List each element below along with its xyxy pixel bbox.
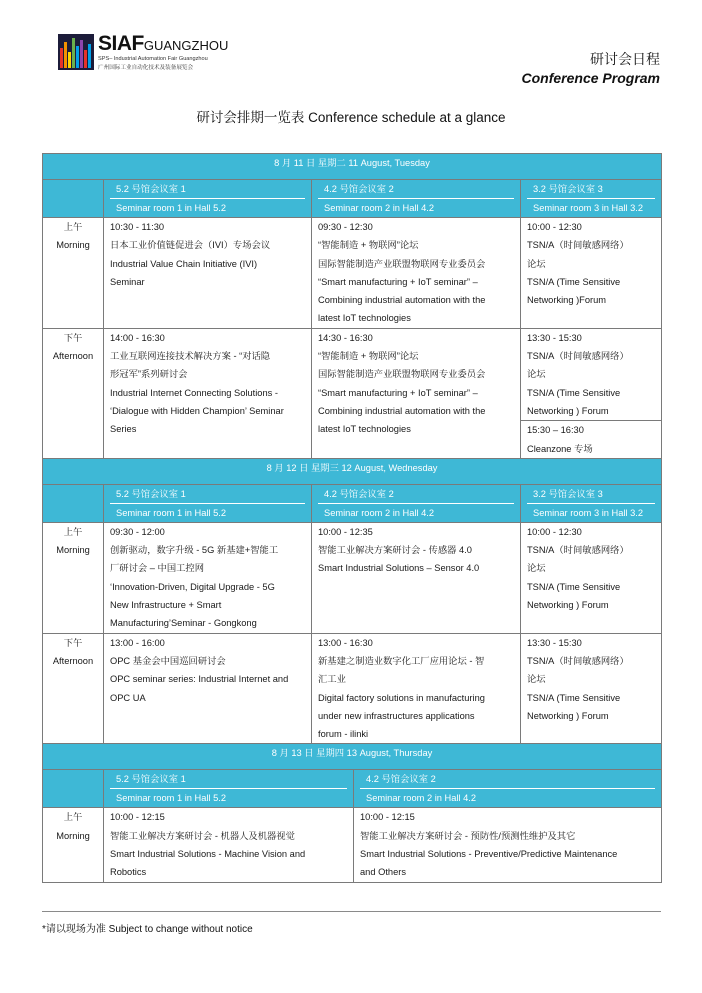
- siaf-logo-mark: [58, 34, 94, 70]
- session-cell: [521, 633, 662, 744]
- room-name-cn: 4.2 号馆会议室 2: [324, 184, 394, 194]
- session: 13:30 - 15:30 TSN/A（时间敏感网络） 论坛 TSN/A (Time Sensitive Networking ) Forum: [527, 637, 629, 721]
- logo-subtitle-en: SPS– Industrial Automation Fair Guangzhou: [98, 56, 208, 62]
- day-header: 8 月 11 日 星期二 11 August, Tuesday: [43, 154, 662, 180]
- session: 14:30 - 16:30 “智能制造 + 物联网”论坛 国际智能制造产业联盟物联网专业委员会 “Smart manufacturing + IoT seminar” – Combining industrial automation with the latest IoT technologies: [318, 332, 486, 435]
- footnote: *请以现场为准 Subject to change without notice: [42, 924, 253, 935]
- room-header-spacer: [43, 484, 104, 522]
- room-name-cn: 5.2 号馆会议室 1: [116, 184, 186, 194]
- table-row: [43, 808, 662, 882]
- room-name-cn: 4.2 号馆会议室 2: [366, 774, 436, 785]
- session-cell: [312, 522, 521, 633]
- session-cell: [104, 328, 312, 458]
- room-name-en: Seminar room 2 in Hall 4.2: [360, 788, 655, 807]
- page-title: 研讨会排期一览表 Conference schedule at a glance: [196, 110, 506, 125]
- session: 15:30 – 16:30 Cleanzone 专场: [521, 420, 661, 458]
- header-right: [522, 50, 660, 88]
- room-header: [354, 770, 662, 808]
- session: 10:00 - 12:30 TSN/A（时间敏感网络） 论坛 TSN/A (Time Sensitive Networking ) Forum: [527, 526, 629, 611]
- table-row: [43, 522, 662, 633]
- session: 13:00 - 16:30 新基建之制造业数字化工厂应用论坛 - 智 汇工业 Digital factory solutions in manufacturing under new infrastructures applications forum - ilinki: [318, 637, 485, 740]
- room-name-en: Seminar room 1 in Hall 5.2: [110, 503, 305, 522]
- time-slot-label: 上午 Morning: [43, 522, 104, 633]
- table-row: [43, 328, 662, 458]
- session: 13:00 - 16:00 OPC 基金会中国巡回研讨会 OPC seminar series: Industrial Internet and OPC UA: [110, 637, 289, 703]
- logo-wordmark: SIAFGUANGZHOU: [98, 32, 229, 55]
- session-cell: [521, 328, 662, 458]
- room-header-spacer: [43, 770, 104, 808]
- room-header: [312, 180, 521, 218]
- room-header: [104, 770, 354, 808]
- room-header: [104, 484, 312, 522]
- header-title-cn: 研讨会日程: [590, 51, 660, 67]
- room-header: [312, 484, 521, 522]
- room-header: [521, 180, 662, 218]
- room-name-en: Seminar room 1 in Hall 5.2: [110, 788, 347, 807]
- room-name-cn: 5.2 号馆会议室 1: [116, 774, 186, 785]
- footer-divider: [42, 911, 661, 912]
- time-slot-label: 上午 Morning: [43, 218, 104, 329]
- session: 09:30 - 12:30 “智能制造 + 物联网”论坛 国际智能制造产业联盟物联网专业委员会 “Smart manufacturing + IoT seminar” – Combining industrial automation with the latest IoT technologies: [318, 222, 486, 324]
- session: 10:00 - 12:35 智能工业解决方案研讨会 - 传感器 4.0 Smart Industrial Solutions – Sensor 4.0: [318, 526, 480, 574]
- session-cell: [104, 522, 312, 633]
- room-header: [104, 180, 312, 218]
- session-cell: [104, 218, 312, 329]
- room-name-cn: 3.2 号馆会议室 3: [533, 488, 603, 499]
- session: 10:30 - 11:30 日本工业价值链促进会（IVI）专场会议 Industrial Value Chain Initiative (IVI) Seminar: [110, 222, 271, 287]
- room-name-en: Seminar room 1 in Hall 5.2: [110, 198, 305, 217]
- room-name-cn: 4.2 号馆会议室 2: [324, 488, 394, 499]
- session-cell: [312, 328, 521, 458]
- time-slot-label: 下午 Afternoon: [43, 633, 104, 744]
- day-header: 8 月 12 日 星期三 12 August, Wednesday: [43, 458, 662, 484]
- table-row: [43, 633, 662, 744]
- room-header-spacer: [43, 180, 104, 218]
- session: 13:30 - 15:30 TSN/A（时间敏感网络） 论坛 TSN/A (Time Sensitive Networking ) Forum: [527, 332, 629, 416]
- session-cell: [354, 808, 662, 882]
- session: 10:00 - 12:15 智能工业解决方案研讨会 - 预防性/预测性维护及其它 Smart Industrial Solutions - Preventive/Predictive Maintenance and Others: [360, 812, 618, 878]
- session: 10:00 - 12:30 TSN/A（时间敏感网络） 论坛 TSN/A (Time Sensitive Networking )Forum: [527, 222, 629, 306]
- table-row: [43, 218, 662, 329]
- session-cell: [312, 218, 521, 329]
- time-slot-label: 下午 Afternoon: [43, 328, 104, 458]
- siaf-logo: [58, 30, 258, 78]
- room-name-cn: 5.2 号馆会议室 1: [116, 488, 186, 499]
- room-name-en: Seminar room 2 in Hall 4.2: [318, 198, 514, 217]
- time-slot-label: 上午 Morning: [43, 808, 104, 882]
- room-name-cn: 3.2 号馆会议室 3: [533, 184, 603, 194]
- session-cell: [521, 522, 662, 633]
- session-cell: [521, 218, 662, 329]
- header-title-en: Conference Program: [521, 70, 660, 86]
- room-header: [521, 484, 662, 522]
- logo-subtitle-cn: 广州国际工业自动化技术及装备展览会: [98, 65, 194, 71]
- room-name-en: Seminar room 3 in Hall 3.2: [527, 198, 655, 217]
- day-header: 8 月 13 日 星期四 13 August, Thursday: [43, 744, 662, 770]
- session-cell: [312, 633, 521, 744]
- schedule-table: [42, 153, 662, 883]
- session-cell: [104, 633, 312, 744]
- room-name-en: Seminar room 3 in Hall 3.2: [527, 503, 655, 522]
- session: 10:00 - 12:15 智能工业解决方案研讨会 - 机器人及机器视觉 Smart Industrial Solutions - Machine Vision and Robotics: [110, 812, 306, 878]
- room-name-en: Seminar room 2 in Hall 4.2: [318, 503, 514, 522]
- session: 14:00 - 16:30 工业互联网连接技术解决方案 - “对话隐 形冠军”系列研讨会 Industrial Internet Connecting Solutions - ‘Dialogue with Hidden Champion’ Seminar Series: [110, 332, 284, 435]
- session-cell: [104, 808, 354, 882]
- session: 09:30 - 12:00 创新驱动，数字升级 - 5G 新基建+智能工 厂研讨会 – 中国工控网 ‘Innovation-Driven, Digital Upgrade - 5G New Infrastructure + Smart Manufacturing’Seminar - Gongkong: [110, 526, 279, 629]
